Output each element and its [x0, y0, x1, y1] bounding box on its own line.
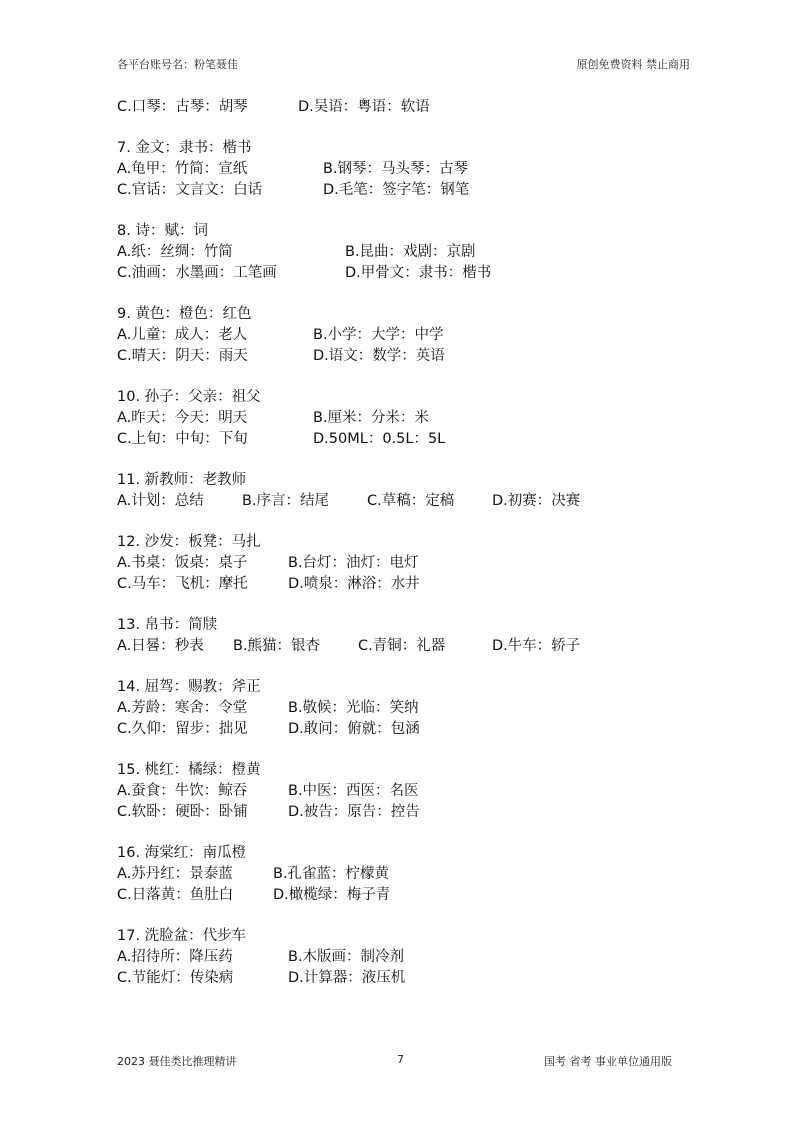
option-c: C.日落黄：鱼肚白	[117, 887, 234, 903]
option-a: A.苏丹红：景泰蓝	[117, 866, 233, 882]
question-stem: 16. 海棠红：南瓜橙	[117, 845, 247, 861]
option-c: C.节能灯：传染病	[117, 970, 234, 986]
option-c: C.马车：飞机：摩托	[117, 576, 248, 592]
question-stem: 9. 黄色：橙色：红色	[117, 306, 252, 322]
question-stem: 13. 帛书：简牍	[117, 617, 218, 633]
option-row	[117, 346, 717, 367]
option-row	[117, 180, 717, 201]
option-b: B.小学：大学：中学	[313, 327, 444, 343]
question-8	[117, 221, 717, 284]
question-9	[117, 304, 717, 367]
option-row	[117, 159, 717, 180]
question-14	[117, 677, 717, 740]
option-d: D.甲骨文：隶书：楷书	[345, 265, 492, 281]
option-a: A.书桌：饭桌：桌子	[117, 555, 248, 571]
question-stem: 8. 诗：赋：词	[117, 223, 208, 239]
option-c: C.油画：水墨画：工笔画	[117, 265, 277, 281]
option-row	[117, 968, 717, 989]
option-d: D.50ML：0.5L：5L	[313, 431, 446, 447]
question-17	[117, 926, 717, 989]
option-d: D.喷泉：淋浴：水井	[288, 576, 420, 592]
question-13	[117, 615, 717, 657]
option-row	[117, 242, 717, 263]
question-15	[117, 760, 717, 823]
question-16	[117, 843, 717, 906]
option-c: C.晴天：阴天：雨天	[117, 348, 248, 364]
option-row	[117, 553, 717, 574]
option-b: B.孔雀蓝：柠檬黄	[273, 866, 390, 882]
option-a: A.儿童：成人：老人	[117, 327, 248, 343]
option-d: D.吴语：粤语：软语	[298, 99, 430, 115]
header-right: 原创免费资料 禁止商用	[576, 58, 690, 71]
option-d: D.初赛：决赛	[492, 493, 581, 509]
option-d: D.牛车：轿子	[492, 638, 581, 654]
carryover-options	[117, 97, 717, 118]
option-b: B.钢琴：马头琴：古琴	[323, 161, 469, 177]
option-a: A.龟甲：竹简：宣纸	[117, 161, 248, 177]
page-number: 7	[397, 1053, 404, 1066]
question-stem: 10. 孙子：父亲：祖父	[117, 389, 261, 405]
option-b: B.序言：结尾	[242, 493, 330, 509]
option-d: D.语文：数学：英语	[313, 348, 445, 364]
option-row	[117, 802, 717, 823]
question-12	[117, 532, 717, 595]
option-row	[117, 429, 717, 450]
option-c: C.草稿：定稿	[367, 493, 455, 509]
option-row	[117, 263, 717, 284]
option-row	[117, 97, 717, 118]
question-stem: 11. 新教师：老教师	[117, 472, 247, 488]
option-d: D.毛笔：签字笔：钢笔	[323, 182, 470, 198]
question-stem: 7. 金文：隶书：楷书	[117, 140, 252, 156]
option-b: B.厘米：分米：米	[313, 410, 430, 426]
option-a: A.蚕食：牛饮：鲸吞	[117, 783, 248, 799]
option-row	[117, 781, 717, 802]
option-row	[117, 574, 717, 595]
option-c: C.上旬：中旬：下旬	[117, 431, 248, 447]
question-stem: 12. 沙发：板凳：马扎	[117, 534, 261, 550]
option-row	[117, 719, 717, 740]
option-d: D.被告：原告：控告	[288, 804, 420, 820]
document-body	[117, 97, 717, 1009]
option-a: A.昨天：今天：明天	[117, 410, 248, 426]
option-row	[117, 885, 717, 906]
option-b: B.敬候：光临：笑纳	[288, 700, 419, 716]
header-left: 各平台账号名：粉笔聂佳	[117, 58, 238, 71]
option-row	[117, 947, 717, 968]
option-a: A.芳龄：寒舍：令堂	[117, 700, 248, 716]
option-a: A.日晷：秒表	[117, 638, 204, 654]
question-7	[117, 138, 717, 201]
option-b: B.昆曲：戏剧：京剧	[345, 244, 476, 260]
option-b: B.中医：西医：名医	[288, 783, 419, 799]
option-d: D.计算器：液压机	[288, 970, 406, 986]
option-a: A.纸：丝绸：竹简	[117, 244, 233, 260]
question-10	[117, 387, 717, 450]
option-c: C.久仰：留步：拙见	[117, 721, 248, 737]
option-b: B.台灯：油灯：电灯	[288, 555, 419, 571]
option-row	[117, 491, 717, 512]
option-a: A.招待所：降压药	[117, 949, 233, 965]
option-b: B.木版画：制冷剂	[288, 949, 405, 965]
question-stem: 15. 桃红：橘绿：橙黄	[117, 762, 261, 778]
option-b: B.熊猫：银杏	[233, 638, 321, 654]
option-d: D.敢问：俯就：包涵	[288, 721, 420, 737]
footer-edition: 国考 省考 事业单位通用版	[544, 1055, 672, 1068]
question-11	[117, 470, 717, 512]
option-a: A.计划：总结	[117, 493, 204, 509]
option-c: C.软卧：硬卧：卧铺	[117, 804, 248, 820]
option-c: C.青铜：礼器	[358, 638, 446, 654]
option-d: D.橄榄绿：梅子青	[273, 887, 391, 903]
option-row	[117, 698, 717, 719]
option-row	[117, 408, 717, 429]
option-c: C.官话：文言文：白话	[117, 182, 263, 198]
option-c: C.口琴：古琴：胡琴	[117, 99, 248, 115]
footer-title: 2023 聂佳类比推理精讲	[117, 1055, 237, 1068]
option-row	[117, 325, 717, 346]
option-row	[117, 636, 717, 657]
option-row	[117, 864, 717, 885]
question-stem: 17. 洗脸盆：代步车	[117, 928, 247, 944]
question-stem: 14. 屈驾：赐教：斧正	[117, 679, 261, 695]
